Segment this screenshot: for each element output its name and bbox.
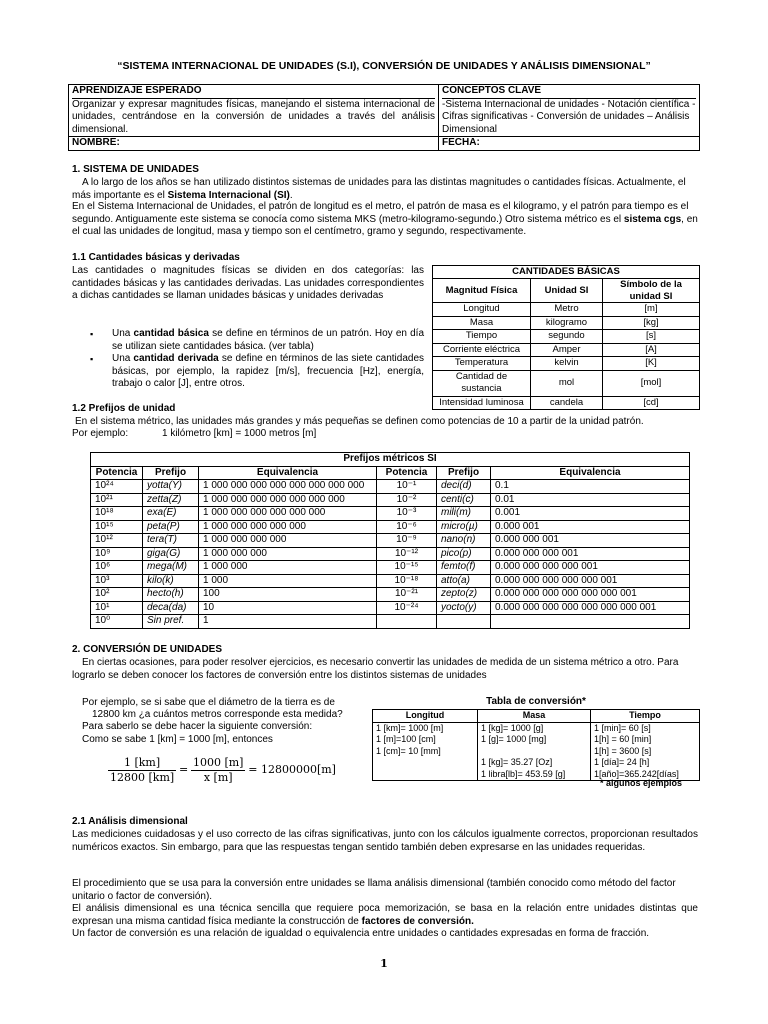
basic-cell-simbolo: [s]	[603, 330, 700, 344]
prefix-cell-prefijo: zepto(z)	[437, 588, 491, 602]
prefix-cell-prefijo: giga(G)	[143, 547, 199, 561]
prefix-cell-equivalencia: 0.000 000 001	[491, 534, 690, 548]
basic-cell-magnitud: Corriente eléctrica	[433, 343, 531, 357]
prefix-cell-potencia: 10⁻⁶	[377, 520, 437, 534]
prefix-table	[90, 452, 690, 629]
conversion-table-row	[373, 722, 700, 734]
prefix-cell-equivalencia: 0.1	[491, 480, 690, 494]
aprendizaje-label: APRENDIZAJE ESPERADO	[72, 85, 435, 99]
conv-header-tiempo: Tiempo	[591, 710, 700, 723]
aprendizaje-cell	[69, 85, 439, 137]
section-2-heading: 2. CONVERSIÓN DE UNIDADES	[72, 644, 223, 655]
prefix-cell-equivalencia: 0.000 000 000 000 000 000 001	[491, 588, 690, 602]
basic-cell-unidad: segundo	[531, 330, 603, 344]
conv-cell-masa	[478, 746, 591, 758]
prefix-cell-potencia: 10⁻¹	[377, 480, 437, 494]
prefix-cell-potencia: 10²¹	[91, 493, 143, 507]
conv-header-longitud: Longitud	[373, 710, 478, 723]
prefix-table-row	[91, 520, 690, 534]
basic-cell-unidad: Amper	[531, 343, 603, 357]
conv-cell-longitud	[373, 769, 478, 781]
prefix-cell-potencia: 10⁻¹²	[377, 547, 437, 561]
conv-cell-masa: 1 [kg]= 1000 [g]	[478, 722, 591, 734]
prefix-cell-potencia: 10²⁴	[91, 480, 143, 494]
basic-table-row	[433, 343, 700, 357]
conv-cell-tiempo: 1[año]=365.242[días]	[591, 769, 700, 781]
bullet-cantidad-basica: ▪ Una cantidad básica se define en términos de un patrón. Hoy en día se utilizan siete cantidades básica. (ver tabla)	[82, 328, 424, 353]
prefix-header-potencia-1: Potencia	[91, 466, 143, 480]
example-line-4: Como se sabe 1 [km] = 1000 [m], entonces	[82, 734, 273, 745]
basic-table-row	[433, 303, 700, 317]
prefix-cell-prefijo: Sin pref.	[143, 615, 199, 629]
prefix-cell-equivalencia: 0.000 000 000 000 000 000 000 001	[491, 601, 690, 615]
prefix-cell-equivalencia: 0.000 000 000 000 001	[491, 561, 690, 575]
basic-cell-magnitud: Intensidad luminosa	[433, 396, 531, 410]
section-1-1-heading: 1.1 Cantidades básicas y derivadas	[72, 252, 240, 263]
basic-table-row	[433, 316, 700, 330]
header-table	[68, 84, 700, 151]
section-1-paragraph-2: En el Sistema Internacional de Unidades, el patrón de longitud es el metro, el patrón de masa es el kilogramo, y el patrón para tiempo es el segundo. Antiguamente este sistema se conocía como sistema MKS (metro-kilogramo-segundo.) Otro sistema métrico es el sistema cgs, en el cual las unidades de longitud, masa y tiempo son el centímetro, gramo y segundo, respectivamente.	[72, 201, 698, 237]
prefix-table-row	[91, 588, 690, 602]
prefix-cell-potencia: 10⁻¹⁸	[377, 574, 437, 588]
prefix-cell-potencia: 10⁻¹⁵	[377, 561, 437, 575]
prefix-cell-potencia: 10⁶	[91, 561, 143, 575]
section-1-heading: 1. SISTEMA DE UNIDADES	[72, 164, 199, 175]
prefix-cell-prefijo: centi(c)	[437, 493, 491, 507]
prefix-cell-potencia: 10⁰	[91, 615, 143, 629]
prefix-cell-potencia: 10⁻³	[377, 507, 437, 521]
conv-cell-masa: 1 libra[lb]= 453.59 [g]	[478, 769, 591, 781]
conv-cell-tiempo: 1 [día]= 24 [h]	[591, 757, 700, 769]
conv-cell-longitud: 1 [m]=100 [cm]	[373, 734, 478, 746]
prefix-cell-prefijo: deca(da)	[143, 601, 199, 615]
prefix-cell-potencia: 10²	[91, 588, 143, 602]
section-1-paragraph-1: A lo largo de los años se han utilizado distintos sistemas de unidades para las distintas magnitudes o cantidades físicas. Actualmente, el más importante es el Sistema Internacional (SI).	[72, 177, 686, 201]
prefix-cell-prefijo: tera(T)	[143, 534, 199, 548]
basic-table-row	[433, 370, 700, 396]
prefix-cell-potencia: 10⁻²¹	[377, 588, 437, 602]
prefix-cell-equivalencia: 1 000 000	[199, 561, 377, 575]
section-1-1-paragraph: Las cantidades o magnitudes físicas se dividen en dos categorías: las cantidades básicas y las cantidades derivadas. Las unidades correspondientes a dichas cantidades se llaman unidades básicas y unidades derivadas	[72, 265, 424, 301]
conversion-note: * algunos ejemplos	[600, 778, 683, 788]
basic-cell-unidad: Metro	[531, 303, 603, 317]
prefix-cell-equivalencia: 0.000 000 000 001	[491, 547, 690, 561]
prefix-table-row	[91, 615, 690, 629]
basic-header-unidad: Unidad SI	[531, 279, 603, 303]
basic-table-row	[433, 330, 700, 344]
prefix-cell-equivalencia: 1 000 000 000 000 000 000 000	[199, 493, 377, 507]
prefix-cell-potencia: 10³	[91, 574, 143, 588]
basic-cell-simbolo: [cd]	[603, 396, 700, 410]
prefix-cell-prefijo: exa(E)	[143, 507, 199, 521]
section-2-1-paragraph-3: El análisis dimensional es una técnica sencilla que requiere poca memorización, se basa en la relación entre unidades distintas que expresan una misma cantidad física mediante la construcción de factores de conversión.	[72, 903, 698, 927]
basic-cell-simbolo: [A]	[603, 343, 700, 357]
basic-header-magnitud: Magnitud Física	[433, 279, 531, 303]
prefix-cell-potencia: 10¹⁸	[91, 507, 143, 521]
example-line-2: 12800 km ¿a cuántos metros corresponde esta medida?	[92, 709, 343, 720]
conv-cell-tiempo: 1[h] = 60 [min]	[591, 734, 700, 746]
basic-cell-magnitud: Cantidad de sustancia	[433, 370, 531, 396]
prefix-cell-prefijo: nano(n)	[437, 534, 491, 548]
fraction-1: $\frac{1 [km]}{12800 [km]}$	[110, 756, 175, 784]
prefix-cell-prefijo: kilo(k)	[143, 574, 199, 588]
page-number: 1	[380, 957, 388, 970]
example-label: Por ejemplo:	[72, 428, 129, 439]
prefix-cell-equivalencia	[491, 615, 690, 629]
prefix-header-equivalencia-1: Equivalencia	[199, 466, 377, 480]
prefix-table-title: Prefijos métricos SI	[91, 453, 690, 467]
prefix-cell-prefijo: mili(m)	[437, 507, 491, 521]
prefix-cell-potencia: 10¹²	[91, 534, 143, 548]
conceptos-cell	[439, 85, 700, 137]
conv-header-masa: Masa	[478, 710, 591, 723]
prefix-header-prefijo-1: Prefijo	[143, 466, 199, 480]
basic-cell-unidad: kelvin	[531, 357, 603, 371]
basic-header-simbolo: Símbolo de la unidad SI	[603, 279, 700, 303]
equation-result: = 12800000[m]	[248, 762, 336, 776]
section-2-paragraph: En ciertas ocasiones, para poder resolver ejercicios, es necesario convertir las unidades de medida de un sistema métrico a otro. Para lograrlo se deben conocer los factores de conversión entre los distintos sistemas de unidades	[72, 657, 679, 681]
prefix-cell-equivalencia: 0.001	[491, 507, 690, 521]
basic-table-row	[433, 357, 700, 371]
prefix-cell-prefijo: deci(d)	[437, 480, 491, 494]
bullet-cantidad-derivada: ▪ Una cantidad derivada se define en términos de las siete cantidades básicas, por ejemplo, la rapidez [m/s], frecuencia [Hz], energía, trabajo o calor [J], entre otros.	[82, 353, 424, 391]
prefix-cell-prefijo: hecto(h)	[143, 588, 199, 602]
prefix-cell-potencia: 10⁻²⁴	[377, 601, 437, 615]
prefix-cell-prefijo: zetta(Z)	[143, 493, 199, 507]
prefix-cell-potencia	[377, 615, 437, 629]
prefix-table-row	[91, 507, 690, 521]
conversion-table	[372, 709, 700, 781]
prefix-cell-equivalencia: 1 000	[199, 574, 377, 588]
prefix-cell-equivalencia: 1	[199, 615, 377, 629]
prefix-cell-equivalencia: 1 000 000 000 000	[199, 534, 377, 548]
conv-cell-longitud	[373, 757, 478, 769]
prefix-table-row	[91, 534, 690, 548]
prefix-table-row	[91, 574, 690, 588]
conversion-equation	[108, 756, 336, 785]
section-2-1-paragraph-4: Un factor de conversión es una relación de igualdad o equivalencia entre unidades o cantidades expresadas en forma de fracción.	[72, 928, 650, 939]
section-1-1-bullets	[82, 328, 424, 391]
prefix-table-row	[91, 493, 690, 507]
prefix-header-equivalencia-2: Equivalencia	[491, 466, 690, 480]
prefix-cell-potencia: 10¹⁵	[91, 520, 143, 534]
prefix-table-row	[91, 601, 690, 615]
conv-cell-tiempo: 1[h] = 3600 [s]	[591, 746, 700, 758]
prefix-cell-prefijo: yotta(Y)	[143, 480, 199, 494]
basic-cell-simbolo: [m]	[603, 303, 700, 317]
prefix-cell-prefijo: atto(a)	[437, 574, 491, 588]
prefix-cell-equivalencia: 1 000 000 000	[199, 547, 377, 561]
prefix-cell-prefijo: yocto(y)	[437, 601, 491, 615]
conv-cell-masa: 1 [kg]= 35.27 [Oz]	[478, 757, 591, 769]
prefix-table-row	[91, 547, 690, 561]
prefix-cell-potencia: 10⁹	[91, 547, 143, 561]
example-text: 1 kilómetro [km] = 1000 metros [m]	[162, 428, 317, 439]
prefix-header-prefijo-2: Prefijo	[437, 466, 491, 480]
prefix-header-potencia-2: Potencia	[377, 466, 437, 480]
prefix-table-row	[91, 480, 690, 494]
prefix-cell-prefijo: micro(µ)	[437, 520, 491, 534]
basic-cell-simbolo: [kg]	[603, 316, 700, 330]
basic-table-row	[433, 396, 700, 410]
example-line-1: Por ejemplo, se si sabe que el diámetro de la tierra es de	[82, 697, 335, 708]
prefix-cell-prefijo: pico(p)	[437, 547, 491, 561]
conv-cell-tiempo: 1 [min]= 60 [s]	[591, 722, 700, 734]
prefix-cell-equivalencia: 100	[199, 588, 377, 602]
basic-cell-unidad: kilogramo	[531, 316, 603, 330]
prefix-cell-equivalencia: 0.000 001	[491, 520, 690, 534]
conceptos-text: -Sistema Internacional de unidades - Notación científica - Cifras significativas - Conversión de unidades – Análisis Dimensional	[442, 98, 696, 135]
basic-cell-unidad: candela	[531, 396, 603, 410]
prefix-cell-equivalencia: 1 000 000 000 000 000	[199, 520, 377, 534]
prefix-cell-prefijo: femto(f)	[437, 561, 491, 575]
conversion-table-title: Tabla de conversión*	[486, 696, 586, 707]
section-2-1-paragraph-2: El procedimiento que se usa para la conversión entre unidades se llama análisis dimensional (también conocido como método del factor unitario o factor de conversión).	[72, 878, 676, 902]
conversion-table-row	[373, 734, 700, 746]
fecha-label: FECHA:	[439, 137, 700, 151]
equals-sign-1: =	[178, 762, 189, 776]
basic-table-title: CANTIDADES BÁSICAS	[433, 266, 700, 279]
basic-cell-unidad: mol	[531, 370, 603, 396]
example-line-3: Para saberlo se debe hacer la siguiente conversión:	[82, 721, 313, 732]
basic-cell-magnitud: Masa	[433, 316, 531, 330]
prefix-cell-equivalencia: 0.01	[491, 493, 690, 507]
conversion-table-row	[373, 757, 700, 769]
prefix-cell-equivalencia: 1 000 000 000 000 000 000 000 000	[199, 480, 377, 494]
prefix-cell-potencia: 10¹	[91, 601, 143, 615]
nombre-label: NOMBRE:	[69, 137, 439, 151]
prefix-cell-equivalencia: 0.000 000 000 000 000 001	[491, 574, 690, 588]
conceptos-label: CONCEPTOS CLAVE	[442, 85, 696, 99]
prefix-cell-equivalencia: 10	[199, 601, 377, 615]
prefix-cell-prefijo	[437, 615, 491, 629]
prefix-cell-equivalencia: 1 000 000 000 000 000 000	[199, 507, 377, 521]
basic-cell-magnitud: Longitud	[433, 303, 531, 317]
prefix-cell-potencia: 10⁻⁹	[377, 534, 437, 548]
conversion-table-row	[373, 746, 700, 758]
prefix-table-row	[91, 561, 690, 575]
document-title: “SISTEMA INTERNACIONAL DE UNIDADES (S.I), CONVERSIÓN DE UNIDADES Y ANÁLISIS DIMENSIONAL”	[117, 60, 651, 72]
section-1-2-heading: 1.2 Prefijos de unidad	[72, 403, 176, 414]
conv-cell-longitud: 1 [cm]= 10 [mm]	[373, 746, 478, 758]
conv-cell-longitud: 1 [km]= 1000 [m]	[373, 722, 478, 734]
basic-quantities-table	[432, 265, 700, 410]
aprendizaje-text: Organizar y expresar magnitudes físicas, manejando el sistema internacional de unidades, centrándose en la conversión de unidades a través del análisis dimensional.	[72, 98, 435, 135]
basic-cell-magnitud: Temperatura	[433, 357, 531, 371]
prefix-cell-prefijo: mega(M)	[143, 561, 199, 575]
basic-cell-magnitud: Tiempo	[433, 330, 531, 344]
section-2-1-heading: 2.1 Análisis dimensional	[72, 816, 188, 827]
prefix-cell-prefijo: peta(P)	[143, 520, 199, 534]
section-2-1-paragraph-1: Las mediciones cuidadosas y el uso correcto de las cifras significativas, junto con los cálculos igualmente correctos, proporcionan resultados numéricos exactos. Sin embargo, para que las respuestas tengan sentido también deben expresarse en las unidades requeridas.	[72, 829, 698, 853]
section-1-2-paragraph: En el sistema métrico, las unidades más grandes y más pequeñas se definen como potencias de 10 a partir de la unidad patrón.	[75, 416, 644, 427]
conv-cell-masa: 1 [g]= 1000 [mg]	[478, 734, 591, 746]
prefix-cell-potencia: 10⁻²	[377, 493, 437, 507]
basic-cell-simbolo: [mol]	[603, 370, 700, 396]
fraction-2: $\frac{1000 [m]}{x [m]}$	[192, 756, 244, 784]
basic-cell-simbolo: [K]	[603, 357, 700, 371]
